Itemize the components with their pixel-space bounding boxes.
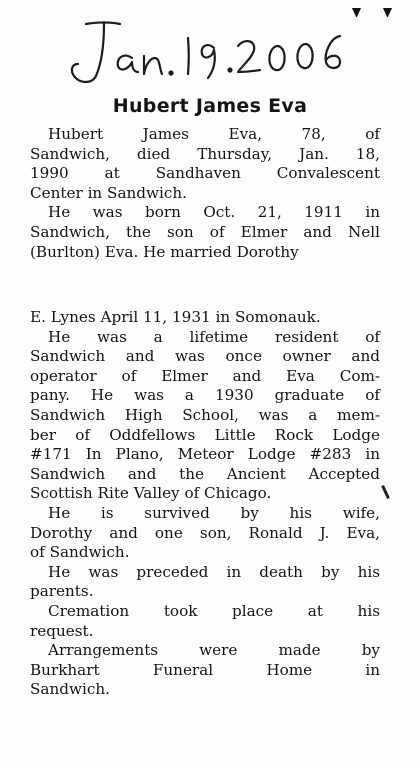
handwritten-date (58, 18, 348, 88)
hw-J (72, 23, 120, 83)
text-line: Cremation took place at his (48, 601, 380, 620)
text-line: request. (30, 621, 94, 640)
text-line: Sandwich and the Ancient Accepted (30, 464, 380, 483)
text-line: Burkhart Funeral Home in (30, 660, 380, 679)
text-line: Sandwich, the son of Elmer and Nell (30, 222, 380, 241)
hw-0b (297, 44, 312, 68)
hw-1a (188, 38, 189, 74)
hw-2 (238, 41, 260, 72)
handwritten-date-svg (58, 18, 348, 88)
obituary-headline: Hubert James Eva (112, 95, 308, 117)
text-line: Sandwich. (30, 680, 110, 699)
text-line: 1990 at Sandhaven Convalescent (30, 164, 380, 183)
hw-a (118, 56, 138, 72)
corner-mark-right (383, 8, 392, 17)
hw-dot2 (229, 69, 232, 72)
text-line: Sandwich High School, was a mem- (30, 405, 380, 424)
text-line: Arrangements were made by (48, 641, 380, 660)
text-line: #171 In Plano, Meteor Lodge #283 in (30, 445, 380, 464)
text-line: He was born Oct. 21, 1911 in (48, 203, 380, 222)
text-line: E. Lynes April 11, 1931 in Somonauk. (30, 308, 321, 326)
text-line: parents. (30, 582, 94, 601)
text-line: operator of Elmer and Eva Com- (30, 366, 380, 385)
text-line: of Sandwich. (30, 543, 130, 562)
text-line: (Burlton) Eva. He married Dorothy (30, 242, 299, 261)
hw-9 (202, 45, 215, 78)
corner-mark-left (352, 8, 361, 17)
hw-0a (269, 46, 284, 70)
text-line: Dorothy and one son, Ronald J. Eva, (30, 523, 380, 542)
hw-dot1 (170, 72, 173, 75)
edge-mark-1 (381, 485, 390, 499)
corner-marks (352, 8, 392, 17)
text-line: Center in Sandwich. (30, 183, 187, 202)
text-line: He was a lifetime resident of (48, 327, 380, 346)
text-line: He was preceded in death by his (48, 562, 380, 581)
obituary-body-part-1 (30, 125, 380, 262)
text-line: Sandwich, died Thursday, Jan. 18, (30, 144, 380, 163)
hw-n (144, 56, 162, 74)
text-line: ber of Oddfellows Little Rock Lodge (30, 425, 380, 444)
text-line: pany. He was a 1930 graduate of (30, 386, 380, 405)
obituary-body-part-2 (30, 308, 380, 700)
text-line: Sandwich and was once owner and (30, 347, 380, 366)
text-line: Scottish Rite Valley of Chicago. (30, 484, 272, 503)
text-line: He is survived by his wife, (48, 503, 380, 522)
hw-6 (326, 36, 340, 68)
text-line: Hubert James Eva, 78, of (48, 125, 380, 143)
